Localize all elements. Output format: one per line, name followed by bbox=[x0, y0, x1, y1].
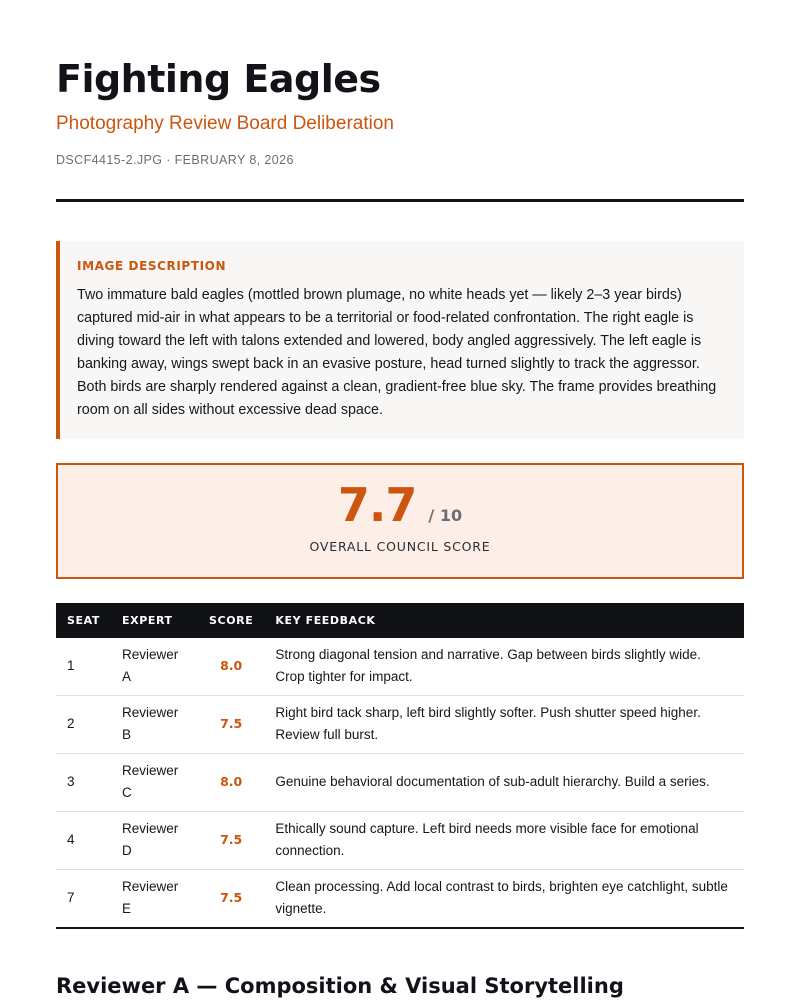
table-header-row bbox=[56, 603, 744, 638]
feedback-cell: Genuine behavioral documentation of sub-adult hierarchy. Build a series. bbox=[264, 754, 744, 812]
score-cell: 8.0 bbox=[198, 754, 264, 812]
table-row bbox=[56, 812, 744, 870]
expert-cell: Reviewer D bbox=[111, 812, 198, 870]
image-description-label: IMAGE DESCRIPTION bbox=[77, 259, 227, 273]
expert-cell: Reviewer E bbox=[122, 879, 179, 916]
reviewer-a-section-title: Reviewer A — Composition & Visual Storytelling bbox=[56, 974, 624, 998]
seat-cell: 4 bbox=[56, 812, 111, 870]
feedback-cell: Clean processing. Add local contrast to birds, brighten eye catchlight, subtle vignette. bbox=[275, 879, 728, 916]
expert-cell: Reviewer A bbox=[111, 638, 198, 696]
table-row bbox=[56, 638, 744, 696]
seat-cell: 2 bbox=[56, 696, 111, 754]
feedback-cell: Strong diagonal tension and narrative. Gap between birds slightly wide. Crop tighter for impact. bbox=[264, 638, 744, 696]
image-description-text: Two immature bald eagles (mottled brown plumage, no white heads yet — likely 2–3 year birds) captured mid-air in what appears to be a territorial or food-related confrontation. The right eagle is diving toward the left with talons extended and lowered, body angled aggressively. The left eagle is banking away, wings swept back in an evasive posture, head turned slightly to track the aggressor. Both birds are sharply rendered against a clean, gradient-free blue sky. The frame provides breathing room on all sides without excessive dead space. bbox=[77, 287, 717, 418]
column-header-expert: EXPERT bbox=[122, 614, 173, 627]
page-subtitle: Photography Review Board Deliberation bbox=[56, 113, 394, 134]
column-header-feedback: KEY FEEDBACK bbox=[275, 614, 376, 627]
overall-score-card bbox=[56, 463, 744, 579]
score-cell: 8.0 bbox=[198, 638, 264, 696]
score-cell: 7.5 bbox=[198, 812, 264, 870]
table-row bbox=[56, 870, 744, 929]
page-title: Fighting Eagles bbox=[56, 57, 381, 101]
feedback-cell: Right bird tack sharp, left bird slightly softer. Push shutter speed higher. Review full burst. bbox=[264, 696, 744, 754]
overall-score-label: OVERALL COUNCIL SCORE bbox=[309, 539, 491, 554]
council-scores-table bbox=[56, 603, 744, 929]
seat-cell: 3 bbox=[56, 754, 111, 812]
overall-score-denominator: / 10 bbox=[428, 506, 463, 525]
score-cell: 7.5 bbox=[198, 696, 264, 754]
expert-cell: Reviewer B bbox=[111, 696, 198, 754]
overall-score-value: 7.7 bbox=[337, 478, 417, 532]
column-header-score: SCORE bbox=[209, 614, 254, 627]
seat-cell: 1 bbox=[56, 638, 111, 696]
expert-cell: Reviewer C bbox=[111, 754, 198, 812]
image-description-panel bbox=[56, 241, 744, 439]
file-meta: DSCF4415-2.JPG · FEBRUARY 8, 2026 bbox=[56, 153, 294, 167]
table-row bbox=[56, 696, 744, 754]
score-cell: 7.5 bbox=[220, 890, 243, 905]
column-header-seat: SEAT bbox=[67, 614, 100, 627]
feedback-cell: Ethically sound capture. Left bird needs more visible face for emotional connection. bbox=[264, 812, 744, 870]
table-row bbox=[56, 754, 744, 812]
seat-cell: 7 bbox=[67, 890, 75, 905]
header-divider bbox=[56, 199, 744, 202]
